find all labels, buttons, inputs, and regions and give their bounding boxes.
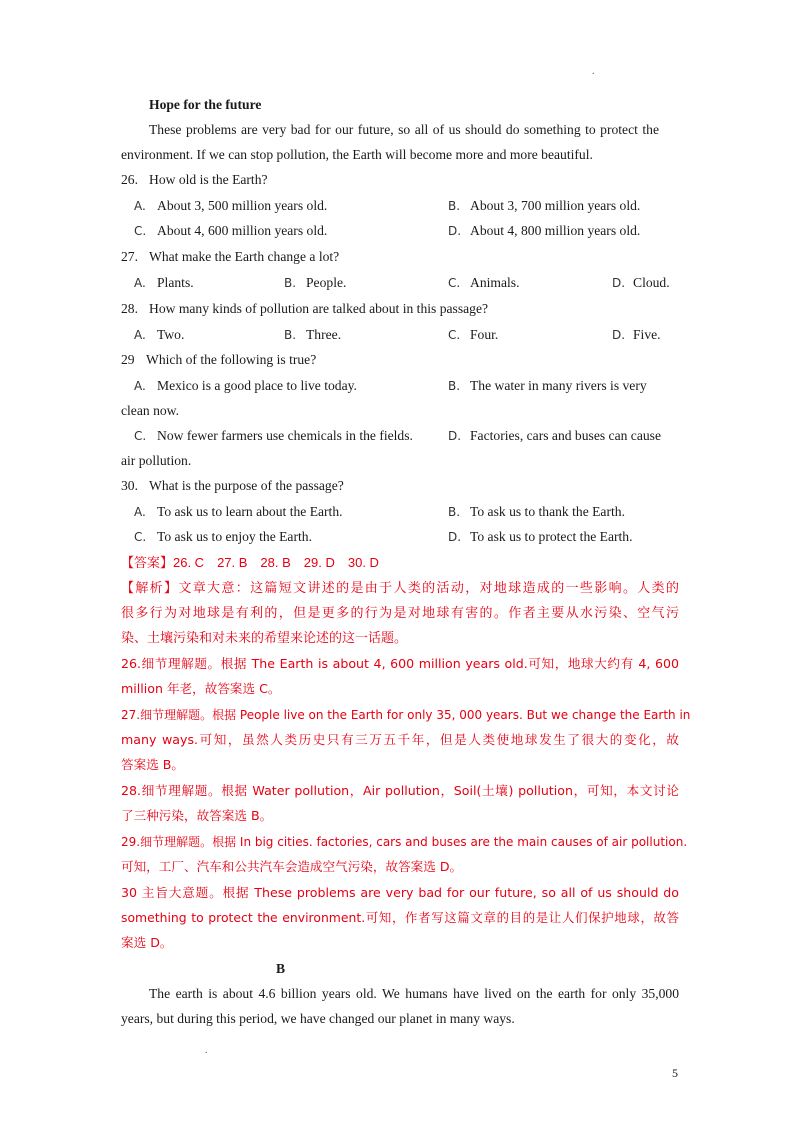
question-text: How many kinds of pollution are talked about in this passage?	[149, 301, 489, 316]
option-letter: A.	[134, 328, 146, 342]
analysis-q28: 28.细节理解题。根据 Water pollution，Air pollution，Soil(土壤) pollution，可知，本文讨论	[121, 783, 679, 798]
option-letter: A.	[134, 505, 146, 519]
option-text: To ask us to thank the Earth.	[470, 504, 625, 519]
paragraph-line: These problems are very bad for our future, so all of us should do something to protect the	[149, 122, 659, 137]
option-text: About 4, 600 million years old.	[157, 223, 328, 238]
question-number: 28.	[121, 301, 138, 316]
analysis-q30: 案选 D。	[121, 935, 173, 950]
option-letter: B.	[284, 276, 297, 290]
option-letter: B.	[284, 328, 297, 342]
analysis-q27: many ways.可知，虽然人类历史只有三万五千年，但是人类使地球发生了很大的变化，故	[121, 732, 679, 747]
option-text-continued: clean now.	[121, 403, 179, 418]
paragraph-line: environment. If we can stop pollution, the Earth will become more and more beautiful.	[121, 147, 593, 162]
analysis-q29: 29.细节理解题。根据 In big cities. factories, cars and buses are the main causes of air pollution.	[121, 835, 688, 849]
option-letter: B.	[448, 199, 461, 213]
question-text: What make the Earth change a lot?	[149, 249, 340, 264]
option-text: Three.	[306, 327, 342, 342]
analysis-q30: 30 主旨大意题。根据 These problems are very bad for our future, so all of us should do	[121, 885, 679, 900]
option-letter: C.	[448, 276, 461, 290]
question-text: How old is the Earth?	[149, 172, 268, 187]
option-text: Four.	[470, 327, 499, 342]
question-text: What is the purpose of the passage?	[149, 478, 344, 493]
option-text: About 4, 800 million years old.	[470, 223, 641, 238]
analysis-q29: 可知，工厂、汽车和公共汽车会造成空气污染，故答案选 D。	[121, 859, 463, 874]
option-text: To ask us to enjoy the Earth.	[157, 529, 312, 544]
analysis-line: 染、土壤污染和对未来的希望来论述的这一话题。	[121, 631, 408, 646]
option-letter: D.	[448, 224, 462, 238]
analysis-q27: 27.细节理解题。根据 People live on the Earth for only 35, 000 years. But we change the Earth in	[121, 708, 691, 722]
option-text: Now fewer farmers use chemicals in the fields.	[157, 428, 413, 443]
analysis-q30: something to protect the environment.可知，作者写这篇文章的目的是让人们保护地球，故答	[121, 910, 679, 925]
option-text: To ask us to learn about the Earth.	[157, 504, 343, 519]
analysis-q28: 了三种污染，故答案选 B。	[121, 808, 273, 823]
option-text: About 3, 700 million years old.	[470, 198, 641, 213]
question-number: 27.	[121, 249, 138, 264]
analysis-q26: 26.细节理解题。根据 The Earth is about 4, 600 million years old.可知，地球大约有 4, 600	[121, 656, 679, 671]
analysis-q27: 答案选 B。	[121, 757, 185, 772]
answer-key: 【答案】26. C 27. B 28. B 29. D 30. D	[121, 555, 379, 570]
option-text: People.	[306, 275, 347, 290]
option-text: Two.	[157, 327, 185, 342]
option-letter: D.	[448, 429, 462, 443]
question-number: 29	[121, 352, 135, 367]
option-letter: C.	[134, 530, 147, 544]
analysis-line: 很多行为对地球是有利的，但是更多的行为是对地球有害的。作者主要从水污染、空气污	[121, 606, 679, 621]
header-mark: .	[592, 66, 595, 77]
option-text: The water in many rivers is very	[470, 378, 647, 393]
option-letter: D.	[612, 328, 626, 342]
question-number: 30.	[121, 478, 138, 493]
option-text: Factories, cars and buses can cause	[470, 428, 661, 443]
option-letter: C.	[134, 224, 147, 238]
option-text: Plants.	[157, 275, 194, 290]
option-text: Cloud.	[633, 275, 670, 290]
question-number: 26.	[121, 172, 138, 187]
option-text: To ask us to protect the Earth.	[470, 529, 633, 544]
option-text: Mexico is a good place to live today.	[157, 378, 357, 393]
option-letter: C.	[134, 429, 147, 443]
paragraph-line: The earth is about 4.6 billion years old. We humans have lived on the earth for only 35,000	[149, 986, 679, 1001]
option-letter: B.	[448, 379, 461, 393]
option-letter: A.	[134, 199, 146, 213]
option-text: Five.	[633, 327, 661, 342]
option-text: About 3, 500 million years old.	[157, 198, 328, 213]
paragraph-line: years, but during this period, we have changed our planet in many ways.	[121, 1011, 515, 1026]
option-text-continued: air pollution.	[121, 453, 192, 468]
option-letter: D.	[448, 530, 462, 544]
option-letter: A.	[134, 379, 146, 393]
option-letter: D.	[612, 276, 626, 290]
footer-mark: .	[205, 1045, 208, 1056]
question-text: Which of the following is true?	[146, 352, 317, 367]
section-b-heading: B	[276, 961, 286, 976]
option-letter: C.	[448, 328, 461, 342]
analysis-q26: million 年老，故答案选 C。	[121, 681, 281, 696]
option-text: Animals.	[470, 275, 520, 290]
option-letter: A.	[134, 276, 146, 290]
analysis-line: 【解析】文章大意：这篇短文讲述的是由于人类的活动，对地球造成的一些影响。人类的	[121, 581, 679, 596]
page-number: 5	[672, 1066, 678, 1080]
option-letter: B.	[448, 505, 461, 519]
section-title: Hope for the future	[149, 97, 262, 112]
